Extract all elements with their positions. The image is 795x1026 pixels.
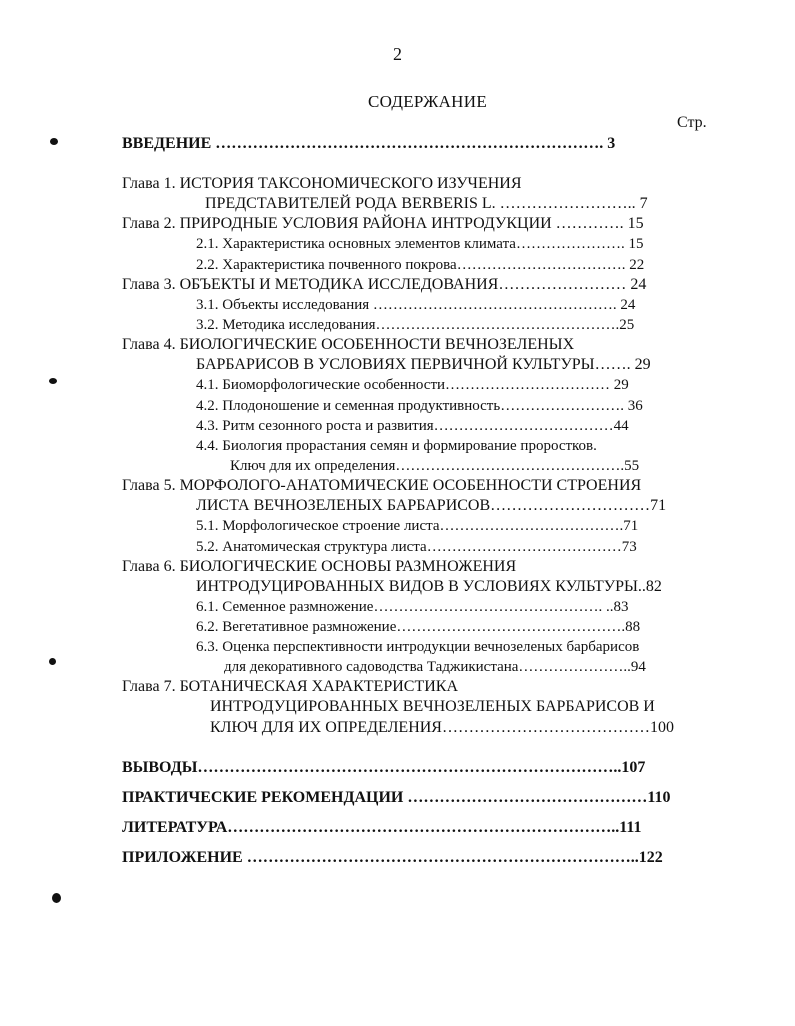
page-number: 2 xyxy=(393,44,402,64)
toc-line: ПРИЛОЖЕНИЕ ………………………………………………………………..122 xyxy=(122,849,663,866)
toc-line: 2.1. Характеристика основных элементов климата…………………. 15 xyxy=(196,236,644,252)
scan-speck xyxy=(52,893,61,903)
toc-line: 4.4. Биология прорастания семян и формирование проростков. xyxy=(196,438,597,454)
toc-line: 6.2. Вегетативное размножение……………………………………….88 xyxy=(196,619,641,635)
toc-line: Глава 4. БИОЛОГИЧЕСКИЕ ОСОБЕННОСТИ ВЕЧНОЗЕЛЕНЫХ xyxy=(122,336,575,353)
toc-line: 6.1. Семенное размножение………………………………………. ..83 xyxy=(196,599,629,615)
toc-line: 5.1. Морфологическое строение листа……………………………….71 xyxy=(196,518,639,534)
toc-line: 2.2. Характеристика почвенного покрова……………………………. 22 xyxy=(196,257,645,273)
toc-line: ПРЕДСТАВИТЕЛЕЙ РОДА BERBERIS L. …………………….. 7 xyxy=(205,195,648,212)
toc-line: 5.2. Анатомическая структура листа…………………………………73 xyxy=(196,539,637,555)
page-column-label: Стр. xyxy=(677,114,707,131)
toc-line: Ключ для их определения……………………………………….55 xyxy=(230,458,640,474)
toc-line: ЛИТЕРАТУРА………………………………………………………………..111 xyxy=(122,819,642,836)
toc-line: Глава 5. МОРФОЛОГО-АНАТОМИЧЕСКИЕ ОСОБЕННОСТИ СТРОЕНИЯ xyxy=(122,477,642,494)
toc-line: БАРБАРИСОВ В УСЛОВИЯХ ПЕРВИЧНОЙ КУЛЬТУРЫ……. 29 xyxy=(196,356,651,373)
toc-line: Глава 2. ПРИРОДНЫЕ УСЛОВИЯ РАЙОНА ИНТРОДУКЦИИ …………. 15 xyxy=(122,215,644,232)
toc-line: 6.3. Оценка перспективности интродукции вечнозеленых барбарисов xyxy=(196,639,640,655)
toc-line: КЛЮЧ ДЛЯ ИХ ОПРЕДЕЛЕНИЯ…………………………………100 xyxy=(210,719,674,736)
toc-line: 4.2. Плодоношение и семенная продуктивность……………………. 36 xyxy=(196,398,643,414)
toc-line: Глава 6. БИОЛОГИЧЕСКИЕ ОСНОВЫ РАЗМНОЖЕНИЯ xyxy=(122,558,517,575)
toc-line: Глава 1. ИСТОРИЯ ТАКСОНОМИЧЕСКОГО ИЗУЧЕНИЯ xyxy=(122,175,522,192)
toc-line: ЛИСТА ВЕЧНОЗЕЛЕНЫХ БАРБАРИСОВ…………………………71 xyxy=(196,497,667,514)
scan-speck xyxy=(49,658,56,665)
toc-line: Глава 7. БОТАНИЧЕСКАЯ ХАРАКТЕРИСТИКА xyxy=(122,678,459,695)
toc-line: ПРАКТИЧЕСКИЕ РЕКОМЕНДАЦИИ ………………………………………110 xyxy=(122,789,671,806)
toc-title: СОДЕРЖАНИЕ xyxy=(367,92,488,111)
toc-line: ИНТРОДУЦИРОВАННЫХ ВЕЧНОЗЕЛЕНЫХ БАРБАРИСОВ И xyxy=(210,698,655,715)
toc-line: для декоративного садоводства Таджикистана…………………..94 xyxy=(224,659,646,675)
toc-line: ВЫВОДЫ……………………………………………………………………..107 xyxy=(122,759,646,776)
toc-line: ВВЕДЕНИЕ ………………………………………………………………. 3 xyxy=(122,135,616,152)
toc-line: 4.1. Биоморфологические особенности…………………………… 29 xyxy=(196,377,629,393)
toc-line: 3.1. Объекты исследования …………………………………………. 24 xyxy=(196,297,636,313)
scan-speck xyxy=(50,138,58,145)
toc-line: 3.2. Методика исследования………………………………………….25 xyxy=(196,317,635,333)
toc-line: Глава 3. ОБЪЕКТЫ И МЕТОДИКА ИССЛЕДОВАНИЯ…………………… 24 xyxy=(122,276,647,293)
toc-line: 4.3. Ритм сезонного роста и развития………………………………44 xyxy=(196,418,629,434)
toc-line: ИНТРОДУЦИРОВАННЫХ ВИДОВ В УСЛОВИЯХ КУЛЬТУРЫ..82 xyxy=(196,578,662,595)
scan-speck xyxy=(49,378,57,384)
